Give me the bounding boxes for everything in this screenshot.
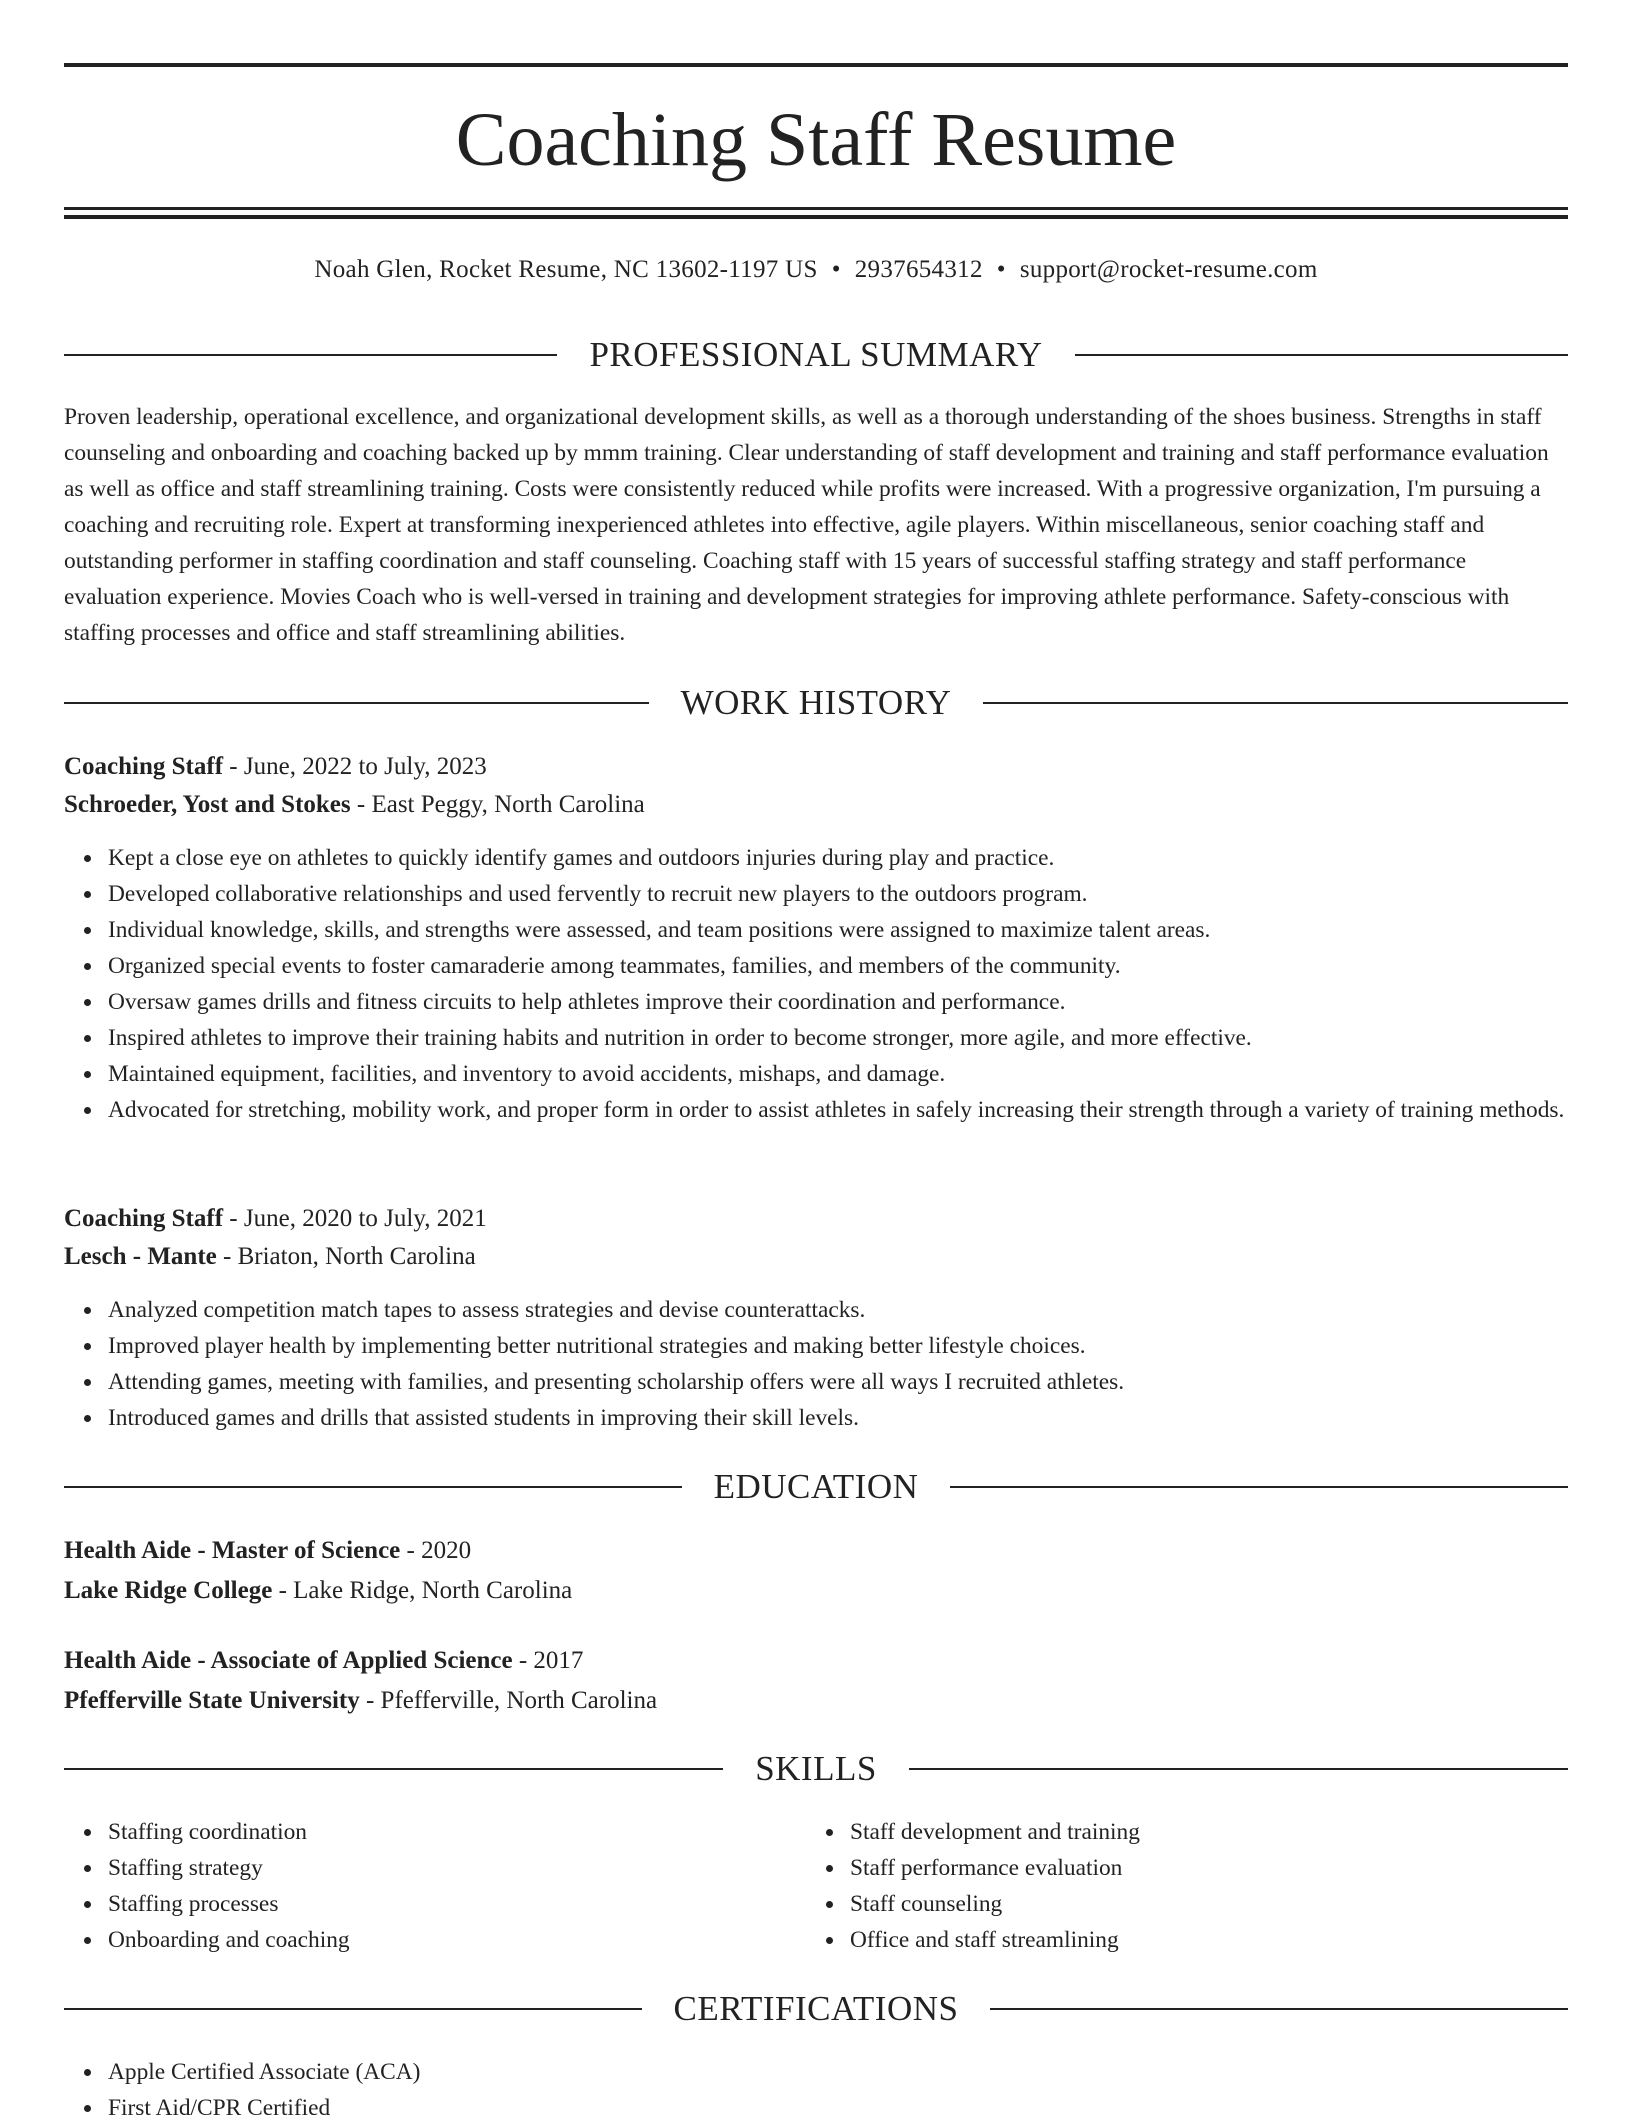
education-degree-line (64, 1532, 1568, 1570)
title-rule-upper (64, 207, 1568, 210)
job-bullet: Maintained equipment, facilities, and inventory to avoid accidents, mishaps, and damage. (108, 1056, 1568, 1092)
job-bullet: Inspired athletes to improve their training habits and nutrition in order to become stronger, more agile, and more effective. (108, 1020, 1568, 1056)
skill-item: Staffing coordination (108, 1814, 1568, 1850)
job-company-line (64, 1238, 1568, 1276)
education-school: Lake Ridge College (64, 1577, 273, 1604)
title-rule-lower (64, 215, 1568, 219)
section-rule (64, 702, 649, 704)
section-header-certifications (64, 1987, 1568, 2031)
certification-item: Apple Certified Associate (ACA) (108, 2054, 1568, 2090)
job-title-line (64, 748, 1568, 786)
skills-list-right (806, 1814, 1632, 1958)
contact-line (64, 252, 1568, 288)
education-year: - 2017 (512, 1647, 584, 1674)
section-header-skills (64, 1747, 1568, 1791)
section-title: WORK HISTORY (680, 683, 952, 722)
section-rule (64, 354, 557, 356)
job-location: - Briaton, North Carolina (216, 1243, 476, 1270)
skill-item: Staffing strategy (108, 1850, 1568, 1886)
section-title: EDUCATION (713, 1467, 919, 1506)
education-location: - Lake Ridge, North Carolina (272, 1577, 573, 1604)
section-rule (64, 2008, 642, 2010)
job-bullet: Individual knowledge, skills, and strengths were assessed, and team positions were assigned to maximize talent areas. (108, 912, 1568, 948)
summary-text: Proven leadership, operational excellence, and organizational development skills, as well as a thorough understanding of the shoes business. Strengths in staff counseling and onboarding and coaching backed up by mmm training. Clear understanding of staff development and training and staff performance evaluation as well as office and staff streamlining training. Costs were consistently reduced while profits were increased. With a progressive organization, I'm pursuing a coaching and recruiting role. Expert at transforming inexperienced athletes into effective, agile players. Within miscellaneous, senior coaching staff and outstanding performer in staffing coordination and staff counseling. Coaching staff with 15 years of successful staffing strategy and staff performance evaluation experience. Movies Coach who is well-versed in training and development strategies for improving athlete performance. Safety-conscious with staffing processes and office and staff streamlining abilities. (64, 404, 1549, 646)
contact-separator: • (996, 256, 1006, 283)
top-rule (64, 63, 1568, 67)
job-bullet: Attending games, meeting with families, and presenting scholarship offers were all ways I recruited athletes. (108, 1364, 1568, 1400)
contact-separator: • (831, 256, 841, 283)
skill-item: Staff development and training (850, 1814, 1632, 1850)
job-bullet: Organized special events to foster camaraderie among teammates, families, and members of the community. (108, 948, 1568, 984)
education-entry (64, 1532, 1568, 1610)
certification-item: First Aid/CPR Certified (108, 2090, 1568, 2126)
resume-title: Coaching Staff Resume (455, 98, 1177, 182)
job-bullets (64, 840, 1568, 1128)
job-location: - East Peggy, North Carolina (350, 791, 645, 818)
section-rule (983, 702, 1568, 704)
job-title: Coaching Staff (64, 1205, 224, 1232)
skill-item: Staffing processes (108, 1886, 1568, 1922)
section-rule (64, 1486, 682, 1488)
job-company: Lesch - Mante (64, 1243, 217, 1270)
contact-phone: 2937654312 (854, 256, 983, 283)
skill-item: Onboarding and coaching (108, 1922, 1568, 1958)
education-school: Pfefferville State University (64, 1687, 360, 1714)
job-header (64, 748, 1568, 824)
education-degree-line (64, 1642, 1568, 1680)
job-company-line (64, 786, 1568, 824)
skill-item: Office and staff streamlining (850, 1922, 1632, 1958)
job-header (64, 1200, 1568, 1276)
job-company: Schroeder, Yost and Stokes (64, 791, 351, 818)
job-dates: - June, 2020 to July, 2021 (223, 1205, 487, 1232)
job-bullet: Developed collaborative relationships and used fervently to recruit new players to the outdoors program. (108, 876, 1568, 912)
section-title: SKILLS (755, 1749, 877, 1788)
contact-email[interactable]: support@rocket-resume.com (1019, 256, 1318, 283)
contact-address: Noah Glen, Rocket Resume, NC 13602-1197 US (314, 256, 818, 283)
education-school-line (64, 1682, 1568, 1720)
job-bullet: Analyzed competition match tapes to assess strategies and devise counterattacks. (108, 1292, 1568, 1328)
job-bullet: Improved player health by implementing better nutritional strategies and making better lifestyle choices. (108, 1328, 1568, 1364)
job-title: Coaching Staff (64, 753, 224, 780)
education-entry (64, 1642, 1568, 1720)
education-degree: Health Aide - Associate of Applied Science (64, 1647, 513, 1674)
skill-item: Staff counseling (850, 1886, 1632, 1922)
section-header-summary (64, 333, 1568, 377)
section-rule (950, 1486, 1568, 1488)
section-rule (990, 2008, 1568, 2010)
section-rule (909, 1768, 1568, 1770)
education-location: - Pfefferville, North Carolina (359, 1687, 658, 1714)
education-school-line (64, 1572, 1568, 1610)
section-title: PROFESSIONAL SUMMARY (589, 335, 1043, 374)
education-year: - 2020 (400, 1537, 472, 1564)
job-bullets (64, 1292, 1568, 1436)
job-bullet: Kept a close eye on athletes to quickly identify games and outdoors injuries during play and practice. (108, 840, 1568, 876)
section-rule (1075, 354, 1568, 356)
skill-item: Staff performance evaluation (850, 1850, 1632, 1886)
job-bullet: Advocated for stretching, mobility work, and proper form in order to assist athletes in safely increasing their strength through a variety of training methods. (108, 1092, 1568, 1128)
education-degree: Health Aide - Master of Science (64, 1537, 401, 1564)
section-header-work-history (64, 681, 1568, 725)
job-title-line (64, 1200, 1568, 1238)
section-header-education (64, 1465, 1568, 1509)
job-dates: - June, 2022 to July, 2023 (223, 753, 487, 780)
section-rule (64, 1768, 723, 1770)
certifications-list (64, 2054, 1568, 2126)
job-bullet: Oversaw games drills and fitness circuits to help athletes improve their coordination and performance. (108, 984, 1568, 1020)
job-bullet: Introduced games and drills that assisted students in improving their skill levels. (108, 1400, 1568, 1436)
section-title: CERTIFICATIONS (673, 1989, 959, 2028)
